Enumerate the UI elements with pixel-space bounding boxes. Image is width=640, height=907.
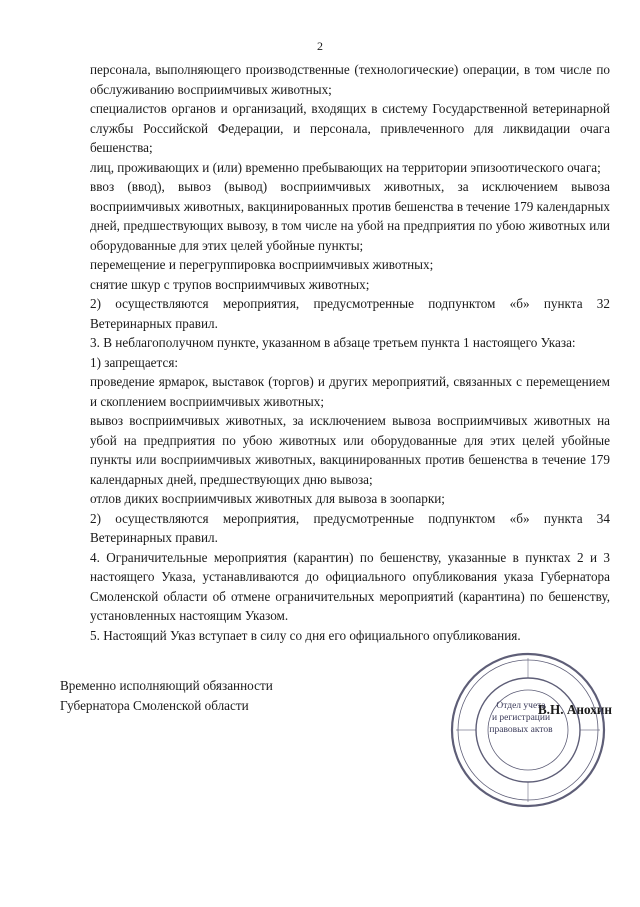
paragraph: 2) осуществляются мероприятия, предусмотренные подпунктом «б» пункта 34 Ветеринарных правил. [90,510,610,545]
stamp-text [462,700,580,736]
decree-body [90,60,610,645]
signatory-name: В.Н. Анохин [537,702,612,717]
paragraph: лиц, проживающих и (или) временно пребывающих на территории эпизоотического очага; [90,159,601,175]
paragraph: вывоз восприимчивых животных, за исключением вывоза восприимчивых животных на убой на предприятия по убою животных или оборудованные для этих целей убойные пункты или восприимчивых животных, вакцинированных против бешенства в течение 179 календарных дней, предшествующих дню вывоза; [90,413,610,487]
paragraph: 3. В неблагополучном пункте, указанном в абзаце третьем пункта 1 настоящего Указа: [90,335,576,350]
stamp-text-line: и регистрации [491,713,551,723]
paragraph: 1) запрещается: [90,354,179,370]
signatory-position-line: Временно исполняющий обязанности [60,678,273,693]
paragraph: персонала, выполняющего производственные (технологические) операции, в том числе по обслуживанию восприимчивых животных; [90,62,610,97]
paragraph: отлов диких восприимчивых животных для вывоза в зоопарки; [90,491,445,506]
paragraph: проведение ярмарок, выставок (торгов) и других мероприятий, связанных с перемещением и скоплением восприимчивых животных; [90,374,610,409]
paragraph: снятие шкур с трупов восприимчивых животных; [90,276,370,292]
paragraph: специалистов органов и организаций, входящих в систему Государственной ветеринарной службы Российской Федерации, и персонала, привлеченного для ликвидации очага бешенства; [90,101,610,155]
paragraph: ввоз (ввод), вывоз (вывод) восприимчивых животных, за исключением вывоза восприимчивых животных, вакцинированных против бешенства в течение 179 календарных дней, предшествующих вывозу, в том числе на убой на предприятия по убою животных или оборудованные для этих целей убойные пункты; [90,179,610,253]
paragraph: перемещение и перегруппировка восприимчивых животных; [90,257,434,272]
page-number: 2 [317,39,323,53]
stamp-text-line: правовых актов [489,725,553,735]
stamp-text-line: Отдел учета [496,701,546,711]
paragraph: 5. Настоящий Указ вступает в силу со дня его официального опубликования. [90,627,521,643]
paragraph: 2) осуществляются мероприятия, предусмотренные подпунктом «б» пункта 32 Ветеринарных правил. [90,296,610,331]
signatory-position-line: Губернатора Смоленской области [60,698,249,713]
paragraph: 4. Ограничительные мероприятия (карантин) по бешенству, указанные в пунктах 2 и 3 настоящего Указа, устанавливаются до официального опубликования указа Губернатора Смоленской области об отмене ограничительных мероприятий (карантина) по бешенству, установленных настоящим Указом. [90,549,610,623]
